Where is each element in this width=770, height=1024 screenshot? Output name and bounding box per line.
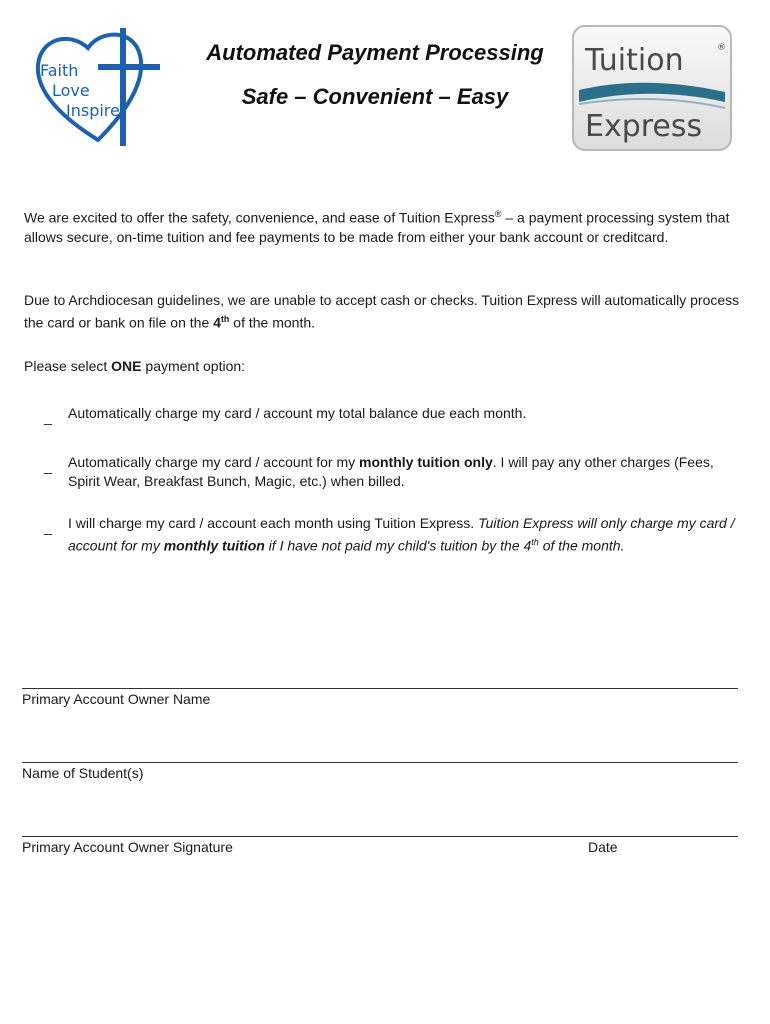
logo-word-faith: Faith [40, 61, 79, 80]
option-blank[interactable]: _ [44, 458, 52, 474]
logo-text-tuition: Tuition [585, 43, 684, 78]
owner-name-field[interactable] [22, 688, 738, 707]
signature-label: Primary Account Owner Signature [22, 839, 233, 855]
page-subtitle: Safe – Convenient – Easy [241, 84, 509, 109]
option-label: I will charge my card / account each month using Tuition Express. Tuition Express will only charge my card / account for my monthly tuition if I have not paid my child's tuition by the 4th of the month. [68, 515, 735, 554]
option-blank[interactable]: _ [44, 519, 52, 535]
guidelines-paragraph: Due to Archdiocesan guidelines, we are unable to accept cash or checks. Tuition Express will automatically process the card or bank on file on the 4th of the month. [24, 292, 740, 331]
student-names-label: Name of Student(s) [22, 765, 144, 781]
date-label: Date [588, 839, 618, 855]
option-blank[interactable]: _ [44, 409, 52, 425]
faith-love-inspire-logo [28, 20, 168, 150]
page-title: Automated Payment Processing [206, 40, 544, 65]
svg-text:®: ® [717, 43, 726, 53]
tuition-express-logo [571, 24, 733, 154]
select-instruction: Please select ONE payment option: [24, 358, 246, 374]
intro-paragraph: We are excited to offer the safety, convenience, and ease of Tuition Express® – a payment processing system that allows secure, on-time tuition and fee payments to be made from either your bank account or creditcard. [24, 209, 730, 245]
student-names-field[interactable] [22, 762, 738, 781]
owner-name-label: Primary Account Owner Name [22, 691, 211, 707]
option-label: Automatically charge my card / account my total balance due each month. [68, 405, 527, 421]
signature-field[interactable] [22, 836, 738, 855]
logo-word-inspire: Inspire [66, 101, 120, 120]
logo-text-express: Express [585, 109, 703, 144]
logo-word-love: Love [52, 81, 90, 100]
option-label: Automatically charge my card / account for my monthly tuition only. I will pay any other charges (Fees, Spirit Wear, Breakfast Bunch, Magic, etc.) when billed. [68, 454, 714, 489]
